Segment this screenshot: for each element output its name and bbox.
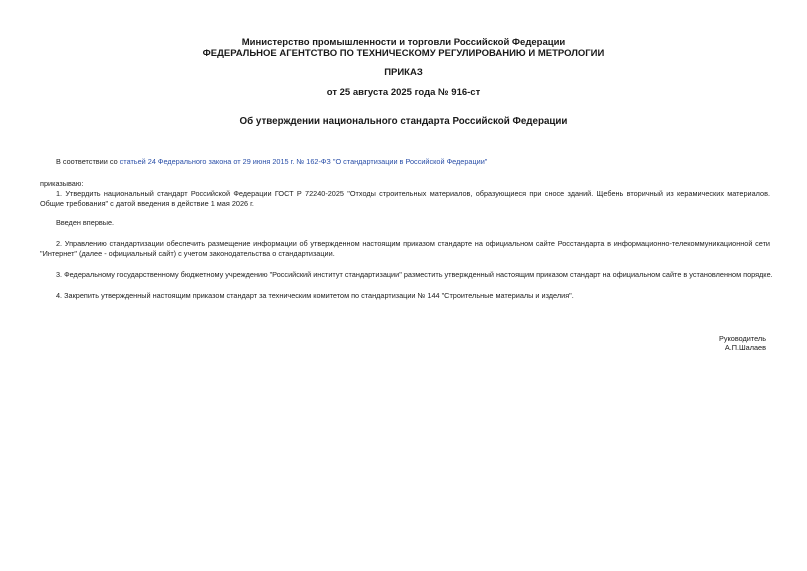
introduced-note: Введен впервые. <box>56 218 115 227</box>
basis-paragraph <box>56 157 776 167</box>
ministry-title: Министерство промышленности и торговли Российской Федерации <box>241 37 566 48</box>
order-subject: Об утверждении национального стандарта Российской Федерации <box>239 116 568 127</box>
item-4: 4. Закрепить утвержденный настоящим приказом стандарт за техническим комитетом по стандартизации № 144 "Строительные материалы и изделия". <box>56 291 574 300</box>
signatory-title: Руководитель <box>718 334 766 343</box>
agency-title: ФЕДЕРАЛЬНОЕ АГЕНТСТВО ПО ТЕХНИЧЕСКОМУ РЕГУЛИРОВАНИЮ И МЕТРОЛОГИИ <box>202 48 605 59</box>
order-type: ПРИКАЗ <box>384 67 423 78</box>
orders-word: приказываю: <box>40 179 84 188</box>
basis-prefix: В соответствии со <box>56 157 120 166</box>
item-2: 2. Управлению стандартизации обеспечить размещение информации об утвержденном настоящим приказом стандарте на официальном сайте Росстандарта в информационно-телекоммуникационной сети "Интернет" (далее - официальный сайт) с учетом законодательства о стандартизации. <box>40 239 770 258</box>
item-3: 3. Федеральному государственному бюджетному учреждению "Российский институт стандартизации" разместить утвержденный настоящим приказом стандарт на официальном сайте в установленном порядке. <box>56 270 773 279</box>
order-date: от 25 августа 2025 года № 916-ст <box>326 87 481 98</box>
law-link[interactable]: статьей 24 Федерального закона от 29 июня 2015 г. № 162-ФЗ "О стандартизации в Российской Федерации" <box>119 157 488 166</box>
item-1: 1. Утвердить национальный стандарт Российской Федерации ГОСТ Р 72240-2025 "Отходы строительных материалов, образующиеся при сносе зданий. Щебень вторичный из керамических материалов. Общие требования" с датой введения в действие 1 мая 2026 г. <box>40 189 770 208</box>
signatory-name: А.П.Шалаев <box>724 343 766 352</box>
